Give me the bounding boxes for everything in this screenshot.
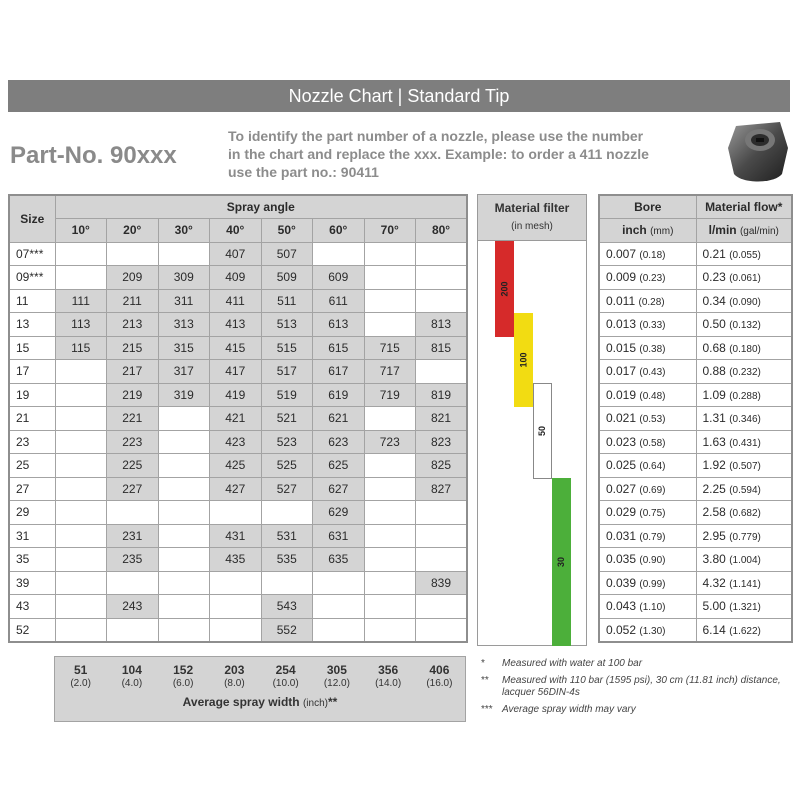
part-number-cell: 219 [107,383,159,407]
part-number-cell: 719 [364,383,416,407]
table-row [599,618,792,642]
size-cell: 43 [9,595,55,619]
table-row [9,313,467,337]
table-row [9,336,467,360]
size-cell: 13 [9,313,55,337]
size-cell: 15 [9,336,55,360]
part-number-cell: 411 [210,289,262,313]
table-row [599,454,792,478]
part-number-cell: 425 [210,454,262,478]
table-row [599,595,792,619]
bore-cell: 0.029 (0.75) [599,501,696,525]
part-number-cell [55,360,107,384]
part-number-cell: 519 [261,383,313,407]
bore-cell: 0.031 (0.79) [599,524,696,548]
table-row [9,618,467,642]
part-number-cell: 231 [107,524,159,548]
footnote: *** Average spray width may vary [481,704,636,715]
spray-width-panel [54,656,466,722]
bore-cell: 0.023 (0.58) [599,430,696,454]
part-number-cell [416,524,468,548]
part-number-cell: 827 [416,477,468,501]
part-number-cell: 617 [313,360,365,384]
filter-band-50: 50 [533,383,552,479]
part-number-cell [261,501,313,525]
part-number-cell [313,571,365,595]
size-cell: 29 [9,501,55,525]
material-filter-subtitle: (in mesh) [511,221,553,232]
part-number-cell [416,242,468,266]
size-cell: 23 [9,430,55,454]
table-row [9,501,467,525]
size-cell: 11 [9,289,55,313]
part-number-cell: 517 [261,360,313,384]
bore-cell: 0.052 (1.30) [599,618,696,642]
part-number-cell: 821 [416,407,468,431]
part-number-cell [55,595,107,619]
part-number-cell [364,313,416,337]
part-number-cell: 513 [261,313,313,337]
part-number-cell: 215 [107,336,159,360]
spray-angle-table [8,194,468,643]
part-number-cell: 423 [210,430,262,454]
part-number-cell: 627 [313,477,365,501]
part-number-cell: 609 [313,266,365,290]
size-cell: 09*** [9,266,55,290]
part-number-cell: 813 [416,313,468,337]
flow-cell: 4.32 (1.141) [696,571,792,595]
part-number-cell: 507 [261,242,313,266]
table-row [9,595,467,619]
table-row [599,571,792,595]
flow-cell: 0.23 (0.061) [696,266,792,290]
angle-header: 30° [158,219,210,243]
part-number-cell: 531 [261,524,313,548]
part-number-cell [416,501,468,525]
part-number-cell: 515 [261,336,313,360]
table-row [9,430,467,454]
part-number-cell: 213 [107,313,159,337]
spray-width-label: Average spray width (inch)** [182,695,338,709]
material-filter-title: Material filter [494,201,570,215]
part-number-cell [364,266,416,290]
part-number-cell [158,618,210,642]
angle-header: 80° [416,219,468,243]
part-number-cell [158,477,210,501]
angle-header: 10° [55,219,107,243]
part-number-cell [158,524,210,548]
part-number-cell [55,618,107,642]
part-number-cell: 629 [313,501,365,525]
flow-cell: 5.00 (1.321) [696,595,792,619]
size-cell: 39 [9,571,55,595]
size-cell: 17 [9,360,55,384]
part-number-cell [55,266,107,290]
spray-width-value: 305 (12.0) [323,663,350,689]
part-number-cell: 723 [364,430,416,454]
part-number-cell: 317 [158,360,210,384]
spray-angle-header: Spray angle [55,195,467,219]
bore-unit-header: inch (mm) [599,219,696,243]
part-number-cell: 509 [261,266,313,290]
part-number-cell: 717 [364,360,416,384]
part-number-cell: 431 [210,524,262,548]
part-number-cell: 315 [158,336,210,360]
part-number-cell [55,477,107,501]
part-number-cell [158,595,210,619]
footnote: * Measured with water at 100 bar [481,658,643,669]
flow-cell: 0.21 (0.055) [696,242,792,266]
part-number-cell [210,595,262,619]
part-number-cell: 619 [313,383,365,407]
flow-cell: 3.80 (1.004) [696,548,792,572]
part-number-cell: 839 [416,571,468,595]
table-row [9,289,467,313]
part-number-cell [107,501,159,525]
table-row [9,477,467,501]
size-cell: 35 [9,548,55,572]
part-number-cell: 413 [210,313,262,337]
angle-header: 60° [313,219,365,243]
part-number-cell: 409 [210,266,262,290]
angle-header: 70° [364,219,416,243]
part-number-cell: 319 [158,383,210,407]
part-number-cell: 217 [107,360,159,384]
material-flow-header: Material flow* [696,195,792,219]
part-number-cell [158,454,210,478]
spray-width-value: 356 (14.0) [375,663,402,689]
part-number-cell: 615 [313,336,365,360]
flow-cell: 1.09 (0.288) [696,383,792,407]
table-row [9,266,467,290]
table-row [599,360,792,384]
part-number-cell: 435 [210,548,262,572]
part-number-cell [364,595,416,619]
part-number-heading: Part-No. 90xxx [10,142,177,169]
part-number-cell [364,242,416,266]
part-number-cell [158,407,210,431]
part-number-cell [313,242,365,266]
part-number-cell: 819 [416,383,468,407]
part-number-cell: 621 [313,407,365,431]
part-number-cell: 209 [107,266,159,290]
part-number-cell: 823 [416,430,468,454]
spray-width-value: 254 (10.0) [272,663,299,689]
part-number-cell [416,618,468,642]
part-number-cell: 311 [158,289,210,313]
part-number-cell: 523 [261,430,313,454]
part-number-cell [313,618,365,642]
size-cell: 31 [9,524,55,548]
table-row [599,313,792,337]
instructions-text: To identify the part number of a nozzle, please use the number in the chart and replace the xxx. Example: to order a 411 nozzle use the part no.: 90411 [228,128,649,180]
part-number-cell [55,454,107,478]
part-number-cell [210,571,262,595]
footnote: ** Measured with 110 bar (1595 psi), 30 cm (11.81 inch) distance, lacquer 56DIN-4s [481,675,781,698]
part-number-cell [158,571,210,595]
part-number-cell: 815 [416,336,468,360]
bore-cell: 0.017 (0.43) [599,360,696,384]
angle-header: 20° [107,219,159,243]
part-number-cell [364,548,416,572]
table-row [599,477,792,501]
part-number-cell: 243 [107,595,159,619]
table-row [9,360,467,384]
part-number-cell: 309 [158,266,210,290]
flow-cell: 1.31 (0.346) [696,407,792,431]
table-row [599,548,792,572]
part-number-cell: 211 [107,289,159,313]
size-cell: 07*** [9,242,55,266]
bore-flow-table [598,194,793,643]
part-number-cell: 225 [107,454,159,478]
part-number-cell: 611 [313,289,365,313]
bore-cell: 0.043 (1.10) [599,595,696,619]
bore-cell: 0.015 (0.38) [599,336,696,360]
filter-band-30: 30 [552,478,571,646]
part-number-cell: 313 [158,313,210,337]
table-row [9,571,467,595]
bore-cell: 0.009 (0.23) [599,266,696,290]
nozzle-tip-image [722,118,794,188]
part-number-cell [210,501,262,525]
part-number-cell [55,571,107,595]
part-number-cell [364,289,416,313]
flow-cell: 1.92 (0.507) [696,454,792,478]
size-cell: 52 [9,618,55,642]
spray-width-value: 406 (16.0) [426,663,453,689]
part-number-cell [55,524,107,548]
bore-cell: 0.021 (0.53) [599,407,696,431]
bore-cell: 0.035 (0.90) [599,548,696,572]
part-number-cell [158,548,210,572]
table-row [599,242,792,266]
table-row [599,336,792,360]
part-number-cell [364,501,416,525]
part-number-cell [158,430,210,454]
part-number-cell [210,618,262,642]
part-number-cell [55,407,107,431]
flow-cell: 0.88 (0.232) [696,360,792,384]
part-number-cell: 223 [107,430,159,454]
angle-header: 50° [261,219,313,243]
part-number-cell: 111 [55,289,107,313]
table-row [9,454,467,478]
spray-width-value: 203 (8.0) [224,663,245,689]
part-number-cell [55,548,107,572]
spray-width-value: 104 (4.0) [121,663,143,689]
part-number-cell [364,571,416,595]
size-cell: 25 [9,454,55,478]
footnotes [481,658,791,721]
table-row [9,524,467,548]
part-number-cell [364,618,416,642]
bore-cell: 0.025 (0.64) [599,454,696,478]
bore-cell: 0.027 (0.69) [599,477,696,501]
flow-cell: 6.14 (1.622) [696,618,792,642]
chart-title: Nozzle Chart | Standard Tip [288,85,510,106]
part-number-cell [158,501,210,525]
part-number-cell: 421 [210,407,262,431]
flow-cell: 0.50 (0.132) [696,313,792,337]
part-number-cell [364,477,416,501]
part-number-cell: 635 [313,548,365,572]
part-number-cell: 613 [313,313,365,337]
part-number-cell: 115 [55,336,107,360]
part-number-cell [364,454,416,478]
part-number-cell [364,407,416,431]
part-number-cell: 113 [55,313,107,337]
part-number-cell: 715 [364,336,416,360]
part-number-cell: 235 [107,548,159,572]
material-filter-panel [477,194,587,646]
part-number-cell: 221 [107,407,159,431]
size-cell: 27 [9,477,55,501]
part-number-cell: 407 [210,242,262,266]
bore-header: Bore [599,195,696,219]
part-number-cell: 417 [210,360,262,384]
filter-band-200: 200 [495,241,514,337]
size-cell: 19 [9,383,55,407]
table-row [599,430,792,454]
part-number-cell [55,501,107,525]
part-number-cell: 535 [261,548,313,572]
angle-header: 40° [210,219,262,243]
part-number-cell [364,524,416,548]
part-number-cell: 511 [261,289,313,313]
table-row [9,548,467,572]
table-row [599,383,792,407]
part-number-cell [107,571,159,595]
part-number-cell: 525 [261,454,313,478]
flow-cell: 2.95 (0.779) [696,524,792,548]
part-number-cell: 415 [210,336,262,360]
chart-title-bar [8,80,790,112]
part-number-cell [313,595,365,619]
part-number-cell [158,242,210,266]
bore-cell: 0.019 (0.48) [599,383,696,407]
flow-cell: 0.34 (0.090) [696,289,792,313]
bore-cell: 0.007 (0.18) [599,242,696,266]
part-number-cell [55,383,107,407]
table-row [599,501,792,525]
part-number-cell: 552 [261,618,313,642]
flow-unit-header: l/min (gal/min) [696,219,792,243]
part-number-cell: 527 [261,477,313,501]
flow-cell: 2.25 (0.594) [696,477,792,501]
table-row [599,266,792,290]
bore-cell: 0.011 (0.28) [599,289,696,313]
part-number-cell: 625 [313,454,365,478]
part-number-cell: 521 [261,407,313,431]
part-number-cell: 825 [416,454,468,478]
part-number-cell: 419 [210,383,262,407]
part-number-cell [416,289,468,313]
flow-cell: 2.58 (0.682) [696,501,792,525]
table-row [599,524,792,548]
part-number-cell [107,618,159,642]
table-row [9,407,467,431]
part-number-cell [107,242,159,266]
bore-cell: 0.013 (0.33) [599,313,696,337]
size-header: Size [9,195,55,242]
table-row [9,383,467,407]
size-cell: 21 [9,407,55,431]
part-number-cell: 623 [313,430,365,454]
bore-cell: 0.039 (0.99) [599,571,696,595]
flow-cell: 0.68 (0.180) [696,336,792,360]
part-number-cell: 543 [261,595,313,619]
part-number-cell [416,360,468,384]
part-number-cell: 227 [107,477,159,501]
part-number-cell: 427 [210,477,262,501]
table-row [599,289,792,313]
spray-width-value: 51 (2.0) [70,663,91,689]
part-number-cell [416,548,468,572]
filter-band-100: 100 [514,313,533,407]
part-number-cell [55,430,107,454]
part-number-cell [416,266,468,290]
part-number-cell [261,571,313,595]
part-number-cell: 631 [313,524,365,548]
table-row [9,242,467,266]
table-row [599,407,792,431]
spray-width-value: 152 (6.0) [172,663,194,689]
part-number-cell [416,595,468,619]
flow-cell: 1.63 (0.431) [696,430,792,454]
part-number-cell [55,242,107,266]
